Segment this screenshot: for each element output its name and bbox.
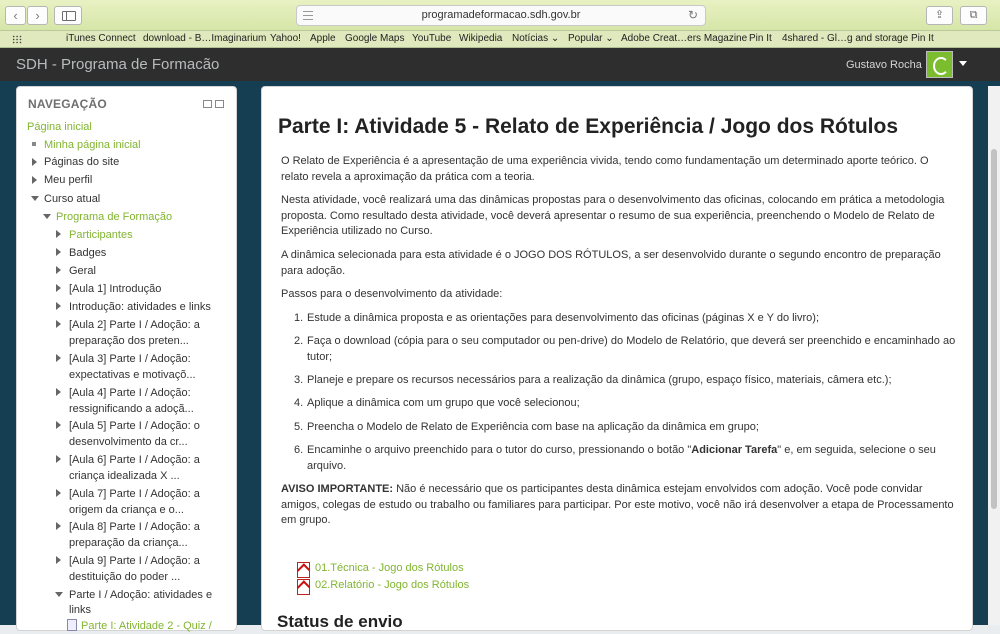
step-item: Preencha o Modelo de Relato de Experiência com base na aplicação da dinâmica em grupo; — [307, 421, 759, 433]
nav-aula-3-cont[interactable]: expectativas e motivaçõ... — [69, 369, 196, 381]
pdf-icon[interactable] — [295, 579, 309, 594]
expand-icon[interactable] — [56, 230, 61, 238]
forward-button[interactable] — [27, 6, 48, 25]
url-text: programadeformacao.sdh.gov.br — [421, 9, 581, 21]
file-link-relatorio[interactable]: 02.Relatório - Jogo dos Rótulos — [315, 579, 470, 591]
user-name[interactable]: Gustavo Rocha — [846, 59, 922, 71]
share-button[interactable] — [926, 6, 953, 25]
activity-paragraph: Nesta atividade, você realizará uma das dinâmicas propostas para o desenvolvimento das oficinas, colocando em prática a metodologia proposta. Como resultado desta atividade, você deverá apresentar o resumo de sua experiência, preenchendo o Modelo de Relato de Experiência utilizado no Curso. — [281, 194, 945, 237]
expand-icon[interactable] — [56, 455, 61, 463]
bookmark-item[interactable]: Notícias ⌄ — [512, 33, 560, 44]
bookmark-item[interactable]: Popular ⌄ — [568, 33, 614, 44]
nav-aula-2[interactable]: [Aula 2] Parte I / Adoção: a — [69, 319, 200, 331]
nav-aula-7[interactable]: [Aula 7] Parte I / Adoção: a — [69, 488, 200, 500]
dock-block-icon[interactable] — [215, 100, 224, 108]
nav-aula-8-cont[interactable]: preparação da criança... — [69, 537, 188, 549]
nav-badges[interactable]: Badges — [69, 247, 107, 259]
scrollbar-thumb[interactable] — [991, 149, 997, 509]
top-sites-grid-icon[interactable] — [12, 35, 22, 44]
reload-icon[interactable]: ↻ — [687, 8, 698, 22]
expand-icon[interactable] — [56, 302, 61, 310]
bookmark-item[interactable]: Pin It — [911, 33, 934, 44]
nav-participants[interactable]: Participantes — [69, 229, 133, 241]
add-task-label: Adicionar Tarefa — [691, 444, 778, 456]
nav-aula-8[interactable]: [Aula 8] Parte I / Adoção: a — [69, 521, 200, 533]
status-heading: Status de envio — [277, 612, 403, 631]
nav-current-course[interactable]: Curso atual — [44, 193, 101, 205]
nav-home[interactable]: Página inicial — [27, 121, 92, 133]
nav-course[interactable]: Programa de Formação — [56, 211, 173, 223]
bookmark-item[interactable]: Yahoo! — [270, 33, 301, 44]
nav-aula-4-cont[interactable]: ressignificando a adoçã... — [69, 403, 194, 415]
expand-icon[interactable] — [56, 354, 61, 362]
step-number: 3. — [294, 374, 304, 386]
bookmark-item[interactable]: download - B…Imaginarium — [143, 33, 267, 44]
step-number: 1. — [294, 312, 304, 324]
step-item: Planeje e prepare os recursos necessários para a realização da dinâmica (grupo, espaço físico, materiais, câmera etc.); — [307, 374, 892, 386]
navigation-heading: NAVEGAÇÃO — [28, 97, 107, 111]
chevron-left-icon: ‹ — [13, 8, 18, 23]
tabs-button[interactable] — [960, 6, 987, 25]
nav-general[interactable]: Geral — [69, 265, 96, 277]
expand-icon[interactable] — [56, 320, 61, 328]
site-title[interactable]: SDH - Programa de Formacão — [16, 56, 220, 73]
pdf-icon[interactable] — [295, 562, 309, 577]
expand-icon[interactable] — [56, 421, 61, 429]
file-link-tecnica[interactable]: 01.Técnica - Jogo dos Rótulos — [315, 562, 464, 574]
page-title: Parte I: Atividade 5 - Relato de Experiência / Jogo dos Rótulos — [278, 115, 899, 138]
nav-aula-7-cont[interactable]: origem da criança e o... — [69, 504, 184, 516]
step-text: " e, em seguida, selecione o seu arquivo. — [307, 444, 936, 472]
tabs-icon: ⧉ — [969, 9, 978, 21]
step-item: Aplique a dinâmica com um grupo que você selecionou; — [307, 397, 580, 409]
reader-icon[interactable] — [303, 11, 313, 20]
nav-aula-2-cont[interactable]: preparação dos preten... — [69, 335, 189, 347]
step-number: 5. — [294, 421, 304, 433]
step-number: 2. — [294, 335, 304, 347]
expand-icon[interactable] — [56, 284, 61, 292]
step-item: Estude a dinâmica proposta e as orientações para desenvolvimento das oficinas (páginas X e Y do livro); — [307, 312, 820, 324]
nav-intro-activities[interactable]: Introdução: atividades e links — [69, 301, 211, 313]
nav-aula-6[interactable]: [Aula 6] Parte I / Adoção: a — [69, 454, 200, 466]
nav-aula-6-cont[interactable]: criança idealizada X ... — [69, 470, 180, 482]
nav-parte-1-activities[interactable]: Parte I / Adoção: atividades e — [69, 589, 213, 601]
nav-aula-5-cont[interactable]: desenvolvimento da cr... — [69, 436, 188, 448]
bookmark-item[interactable]: Adobe Creat…ers Magazine — [621, 33, 748, 44]
quiz-icon — [67, 619, 77, 631]
nav-profile[interactable]: Meu perfil — [44, 174, 93, 186]
steps-intro: Passos para o desenvolvimento da atividade: — [281, 288, 503, 300]
expand-icon[interactable] — [56, 388, 61, 396]
bookmark-item[interactable]: Google Maps — [345, 33, 405, 44]
navigation-block — [16, 86, 237, 631]
nav-dashboard[interactable]: Minha página inicial — [44, 139, 141, 151]
site-header — [0, 48, 1000, 81]
nav-aula-1[interactable]: [Aula 1] Introdução — [69, 283, 162, 295]
nav-site-pages[interactable]: Páginas do site — [44, 156, 120, 168]
nav-aula-9-cont[interactable]: destituição do poder ... — [69, 571, 181, 583]
bullet-icon — [32, 142, 36, 146]
share-icon: ⇪ — [934, 9, 945, 21]
collapse-block-icon[interactable] — [203, 100, 212, 108]
dynamic-paragraph: A dinâmica selecionada para esta atividade é o JOGO DOS RÓTULOS, a ser desenvolvido durante o segundo encontro de preparação para adoção. — [281, 249, 941, 277]
nav-aula-5[interactable]: [Aula 5] Parte I / Adoção: o — [69, 420, 200, 432]
nav-parte-1-activities-cont[interactable]: links — [69, 604, 92, 616]
step-item: Faça o download (cópia para o seu computador ou pen-drive) do Modelo de Relatório, que deverá ser preenchido e encaminhado ao tutor; — [307, 335, 956, 363]
expand-icon[interactable] — [56, 556, 61, 564]
chevron-right-icon: › — [35, 8, 40, 23]
bookmarks-bar — [0, 31, 1000, 48]
bookmark-item[interactable]: Apple — [310, 33, 336, 44]
bookmark-item[interactable]: Wikipedia — [459, 33, 503, 44]
expand-icon[interactable] — [56, 489, 61, 497]
nav-aula-4[interactable]: [Aula 4] Parte I / Adoção: — [69, 387, 191, 399]
collapse-icon[interactable] — [31, 196, 39, 201]
nav-atividade-2[interactable]: Parte I: Atividade 2 - Quiz / — [81, 620, 212, 632]
back-button[interactable] — [5, 6, 26, 25]
collapse-icon[interactable] — [55, 592, 63, 597]
bookmark-item[interactable]: iTunes Connect — [66, 33, 136, 44]
step-text: Encaminhe o arquivo preenchido para o tutor do curso, pressionando o botão " — [307, 444, 692, 456]
address-bar[interactable] — [296, 5, 706, 26]
scrollbar[interactable] — [988, 86, 1000, 625]
sidebar-toggle-icon[interactable] — [54, 6, 82, 25]
user-avatar[interactable] — [926, 51, 953, 78]
warning-paragraph — [281, 482, 957, 529]
nav-aula-3[interactable]: [Aula 3] Parte I / Adoção: — [69, 353, 191, 365]
step-item — [307, 443, 957, 474]
warning-label: AVISO IMPORTANTE: — [281, 483, 394, 495]
expand-icon[interactable] — [56, 266, 61, 274]
expand-icon[interactable] — [32, 176, 37, 184]
browser-toolbar — [0, 0, 1000, 31]
expand-icon[interactable] — [56, 248, 61, 256]
main-content — [261, 86, 973, 631]
bookmark-item[interactable]: YouTube — [412, 33, 452, 44]
step-number: 4. — [294, 397, 304, 409]
nav-aula-9[interactable]: [Aula 9] Parte I / Adoção: a — [69, 555, 200, 567]
expand-icon[interactable] — [56, 522, 61, 530]
bookmark-item[interactable]: 4shared - Gl…g and storage — [782, 33, 909, 44]
collapse-icon[interactable] — [43, 214, 51, 219]
caret-down-icon[interactable] — [959, 61, 967, 66]
expand-icon[interactable] — [32, 158, 37, 166]
intro-paragraph: O Relato de Experiência é a apresentação de uma experiência vivida, tendo como fundamentação um determinado aporte teórico. O relato revela a aproximação da prática com a teoria. — [281, 155, 929, 183]
bookmark-item[interactable]: Pin It — [749, 33, 772, 44]
warning-text: Não é necessário que os participantes desta dinâmica estejam envolvidos com adoção. Você pode convidar amigos, colegas de estudo ou trabalho ou familiares para participar. Por este motivo, você não irá desenvolver a etapa de Processamento em grupo. — [281, 483, 954, 526]
step-number: 6. — [294, 444, 304, 456]
